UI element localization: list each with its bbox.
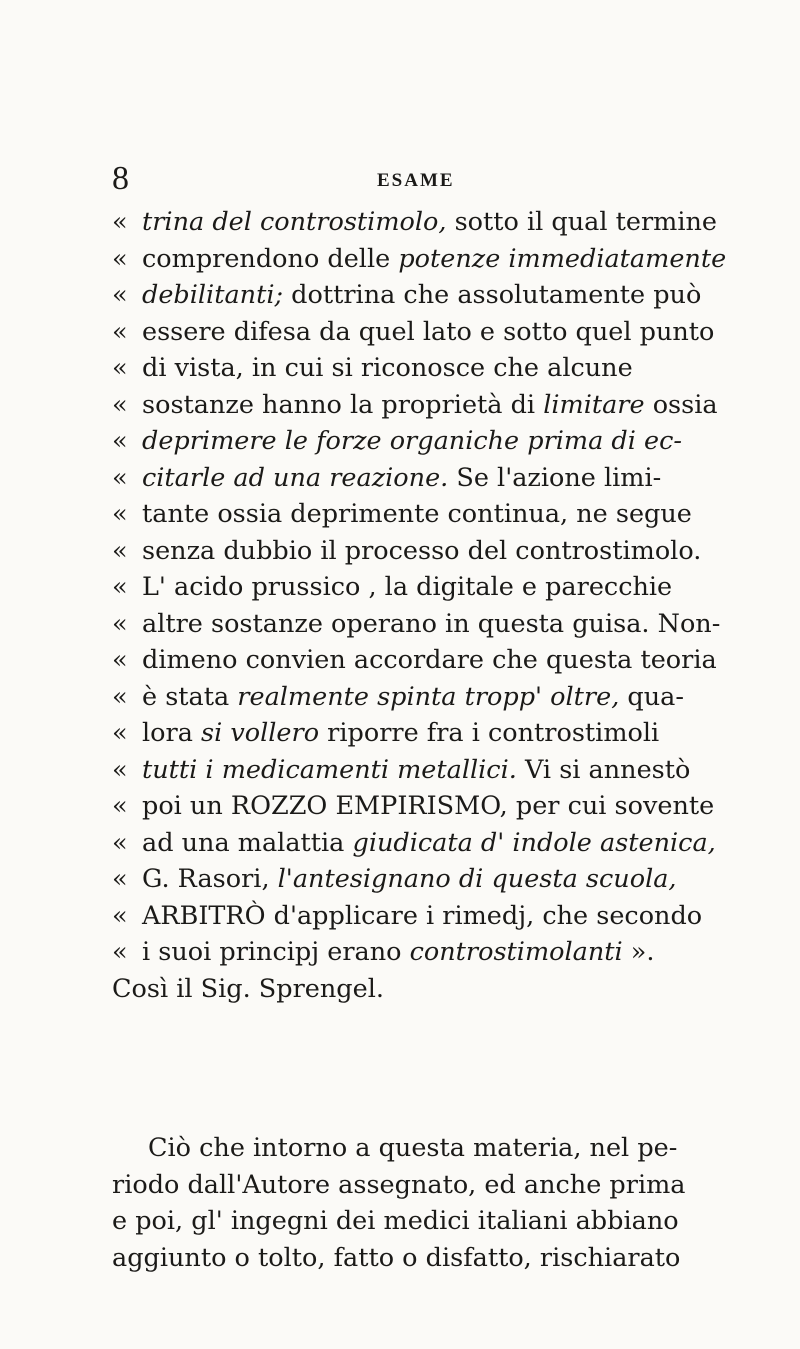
quotation-mark: « [112,681,128,712]
text-segment: essere difesa da quel lato e sotto quel punto [142,316,715,347]
quote-line [112,350,712,387]
paragraph-line: riodo dall'Autore assegnato, ed anche prima [112,1169,686,1200]
italic-text: limitare [543,389,645,420]
body-paragraph [112,1130,712,1276]
quotation-mark: « [112,718,128,748]
quote-line [112,496,712,533]
quote-line-text [142,277,701,314]
quote-line [112,788,715,825]
quotation-mark: « [112,353,128,383]
quote-line-text [142,606,720,643]
quotation-mark: « [112,243,128,274]
page-header [112,160,712,200]
quote-line-text [142,861,677,898]
quotation-mark: « [112,426,128,456]
text-segment: senza dubbio il processo del controstimolo. [142,535,702,566]
text-segment: sotto il qual termine [446,207,717,237]
quote-line [112,423,712,460]
quote-attribution-line [112,971,712,1008]
quotation-mark: « [112,937,128,967]
text-segment: dottrina che assolutamente può [283,280,702,310]
quote-line-text [142,350,633,387]
paragraph-line: Ciò che intorno a questa materia, nel pe- [148,1133,678,1163]
text-segment: Se l'azione limi- [448,462,662,493]
quote-line [112,277,712,314]
quote-line [112,569,712,606]
text-segment: ad una malattia [142,827,353,858]
quotation-mark: « [112,864,128,894]
quote-line-text [142,715,659,752]
quotation-mark: « [112,827,128,858]
text-segment: è stata [142,681,238,712]
quote-line [112,606,721,643]
text-segment: riporre fra i controstimoli [319,718,660,748]
quotation-mark: « [112,608,128,639]
quotation-mark: « [112,535,128,566]
text-segment: dimeno convien accordare che questa teoria [142,645,717,675]
quote-line [112,934,712,971]
quote-line [112,204,717,241]
quote-line [112,898,712,935]
quote-line [112,679,712,716]
quotation-mark: « [112,645,128,675]
quote-line-text [142,387,718,424]
quotation-mark: « [112,572,128,602]
quote-line [112,533,712,570]
italic-text: deprimere le forze organiche prima di ec- [142,426,682,456]
quote-line [112,715,712,752]
text-segment: lora [142,718,202,748]
italic-text: tutti i medicamenti metallici. [142,754,517,785]
text-segment: poi un ROZZO EMPIRISMO, per cui sovente [142,791,715,821]
quote-line-text [142,825,716,862]
text-segment: altre sostanze operano in questa guisa. Non- [142,608,721,639]
quote-line [112,387,718,424]
quotation-mark: « [112,462,128,493]
text-segment: Vi si annestò [516,754,691,785]
quote-line-text [142,934,655,971]
text-segment: comprendono delle [142,243,399,274]
italic-text: debilitanti; [142,280,284,310]
quote-line-text [142,241,726,278]
quote-line-text [142,204,717,241]
text-segment: tante ossia deprimente continua, ne segue [142,499,692,529]
quote-line [112,642,717,679]
quote-line [112,314,715,351]
text-segment: ossia [644,389,718,420]
quote-line-text [142,496,692,533]
text-segment: i suoi principj erano [142,937,410,967]
italic-text: si vollero [201,718,320,748]
text-segment: qua- [619,681,684,712]
text-segment: G. Rasori, [142,864,278,894]
quote-line-text [142,752,690,789]
quote-line [112,825,716,862]
paragraph-line: aggiunto o tolto, fatto o disfatto, rischiarato [112,1242,681,1273]
quote-line-text [142,898,702,935]
quote-line-text [142,533,701,570]
text-segment: di vista, in cui si riconosce che alcune [142,353,633,383]
quotation-mark: « [112,316,128,347]
quotation-mark: « [112,389,128,420]
italic-text: trina del controstimolo, [142,207,447,237]
quote-line-text [142,423,682,460]
quote-line [112,460,712,497]
quote-line-text [142,788,714,825]
quote-attribution: Così il Sig. Sprengel. [112,973,384,1004]
running-head: ESAME [377,170,455,191]
italic-text: realmente spinta tropp' oltre, [237,681,620,712]
text-segment: ARBITRÒ d'applicare i rimedj, che secondo [142,900,703,931]
quote-line [112,861,712,898]
quotation-mark: « [112,207,128,237]
quotation-mark: « [112,280,128,310]
italic-text: giudicata d' indole astenica, [352,827,716,858]
text-segment: L' acido prussico , la digitale e parecchie [142,572,673,602]
text-segment: sostanze hanno la proprietà di [142,389,544,420]
quotation-mark: « [112,754,128,785]
quote-line [112,752,712,789]
quote-line-text [142,569,672,606]
italic-text: citarle ad una reazione. [142,462,449,493]
italic-text: controstimolanti [409,937,623,967]
quotation-mark: « [112,900,128,931]
quoted-passage [112,204,727,1007]
text-segment: ». [622,937,655,967]
italic-text: potenze immediatamente [398,243,727,274]
quotation-mark: « [112,791,128,821]
quote-line-text [142,314,714,351]
quote-line [112,241,727,278]
italic-text: l'antesignano di questa scuola, [277,864,677,894]
quote-line-text [142,679,684,716]
page-number: 8 [112,160,129,197]
quote-line-text [142,642,717,679]
quote-line-text [142,460,661,497]
paragraph-line: e poi, gl' ingegni dei medici italiani abbiano [112,1206,679,1236]
quotation-mark: « [112,499,128,529]
